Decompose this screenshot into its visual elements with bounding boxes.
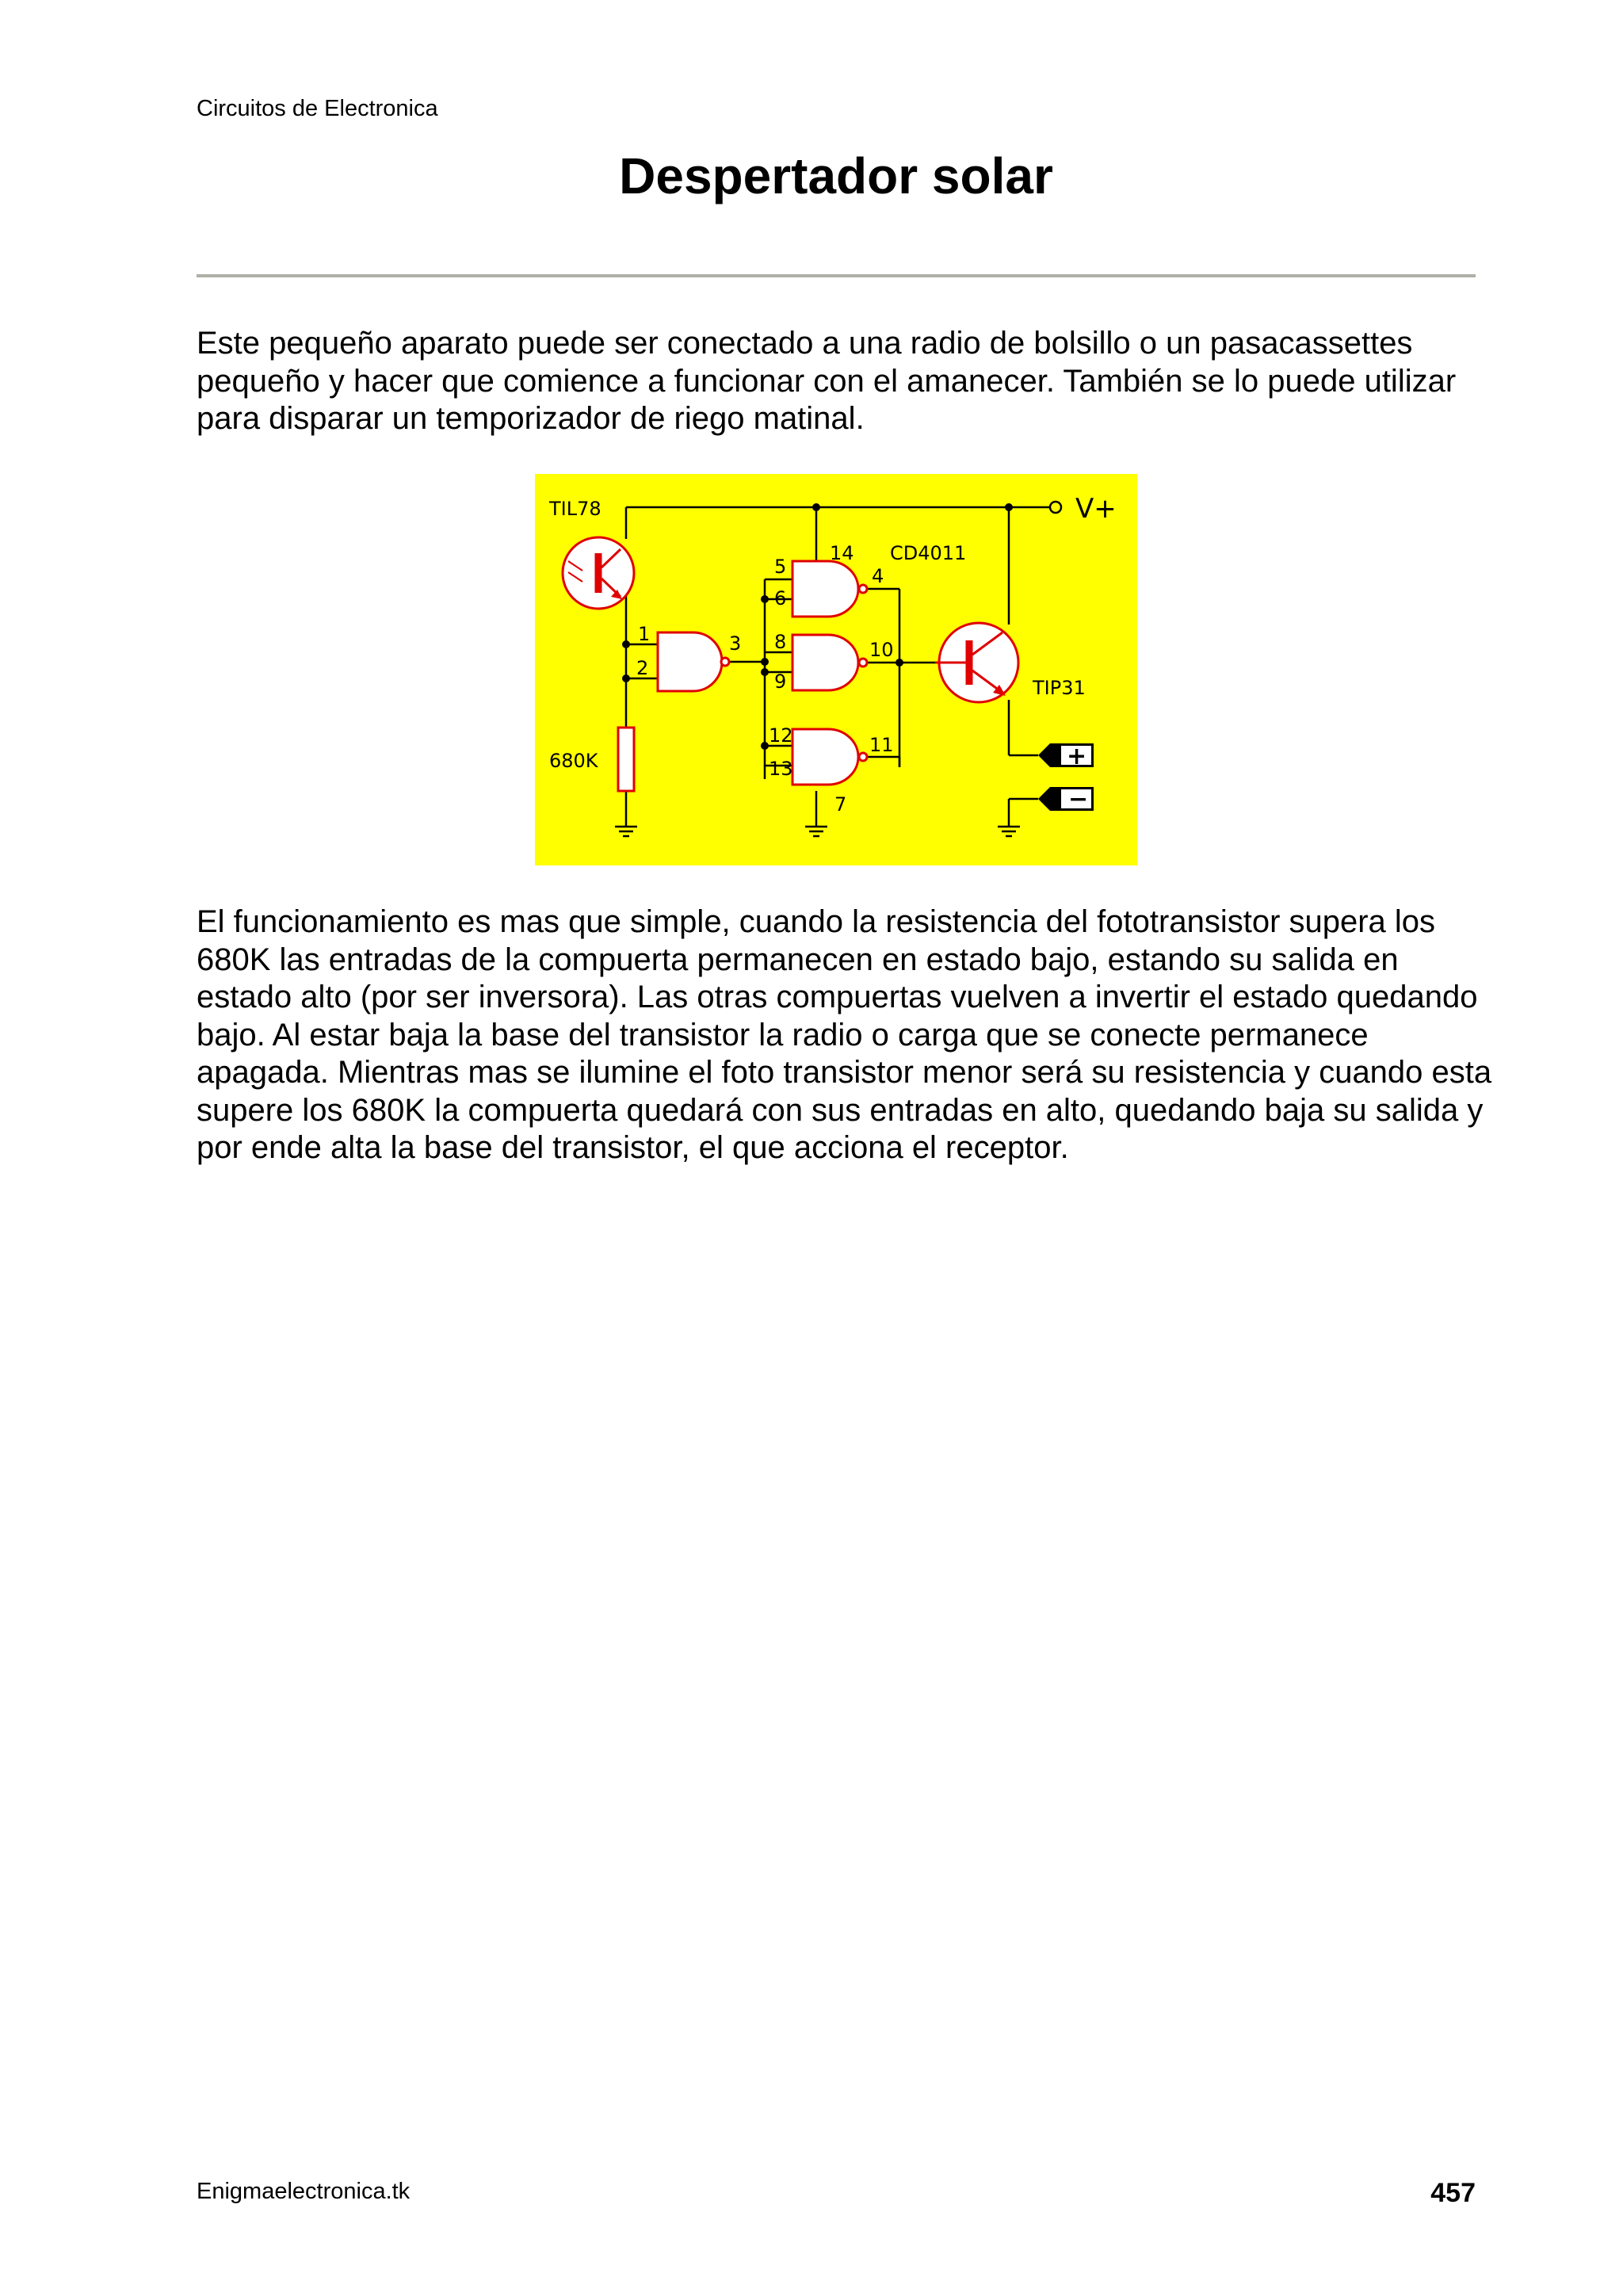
explanation-paragraph: El funcionamiento es mas que simple, cuando la resistencia del fototransistor supera los 680K las entradas de la compuerta permanecen en estado bajo, estando su salida en estado alto (por ser inversora). Las otras compuertas vuelven a invertir el estado quedando bajo. Al estar baja la base del transistor la radio o carga que se conecte permanece apagada. Mientras mas se ilumine el foto transistor menor será su resistencia y cuando esta supere los 680K la compuerta quedará con sus entradas en alto, quedando baja su salida y por ende alta la base del transistor, el que acciona el receptor. — [197, 904, 1492, 1165]
output-minus-label: − — [1068, 785, 1089, 813]
phototransistor-label: TIL78 — [549, 498, 601, 520]
phototransistor-symbol — [563, 537, 634, 609]
pin-label: 3 — [729, 632, 742, 655]
pin-label: 14 — [830, 542, 854, 564]
ic-label: CD4011 — [890, 542, 967, 564]
supply-label: V+ — [1075, 493, 1117, 525]
circuit-diagram — [535, 474, 1137, 865]
transistor-label: TIP31 — [1033, 677, 1086, 699]
intro-paragraph: Este pequeño aparato puede ser conectado a una radio de bolsillo o un pasacassettes pequeño y hacer que comience a funcionar con el amanecer. También se lo puede utilizar para disparar un temporizador de riego matinal. — [197, 326, 1457, 436]
pin-label: 1 — [638, 623, 651, 645]
pin-label: 9 — [774, 670, 787, 693]
pin-label: 12 — [769, 724, 793, 747]
pin-label: 4 — [872, 565, 884, 587]
supply-terminal — [1050, 502, 1061, 513]
page-title: Despertador solar — [619, 147, 1053, 204]
footer-site: Enigmaelectronica.tk — [197, 2179, 411, 2204]
resistor-symbol — [618, 728, 634, 791]
output-plus-label: + — [1067, 743, 1087, 770]
pin-label: 10 — [869, 639, 894, 661]
pin-label: 11 — [869, 734, 894, 756]
pin-label: 2 — [636, 657, 649, 679]
pin-label: 5 — [774, 556, 787, 578]
page-number: 457 — [1430, 2178, 1476, 2208]
pin-label: 13 — [769, 758, 793, 780]
pin-label: 6 — [774, 587, 787, 609]
resistor-label: 680K — [549, 750, 598, 772]
pin-label: 7 — [834, 793, 847, 816]
running-header: Circuitos de Electronica — [197, 96, 438, 121]
pin-label: 8 — [774, 631, 787, 653]
title-divider — [197, 274, 1476, 277]
